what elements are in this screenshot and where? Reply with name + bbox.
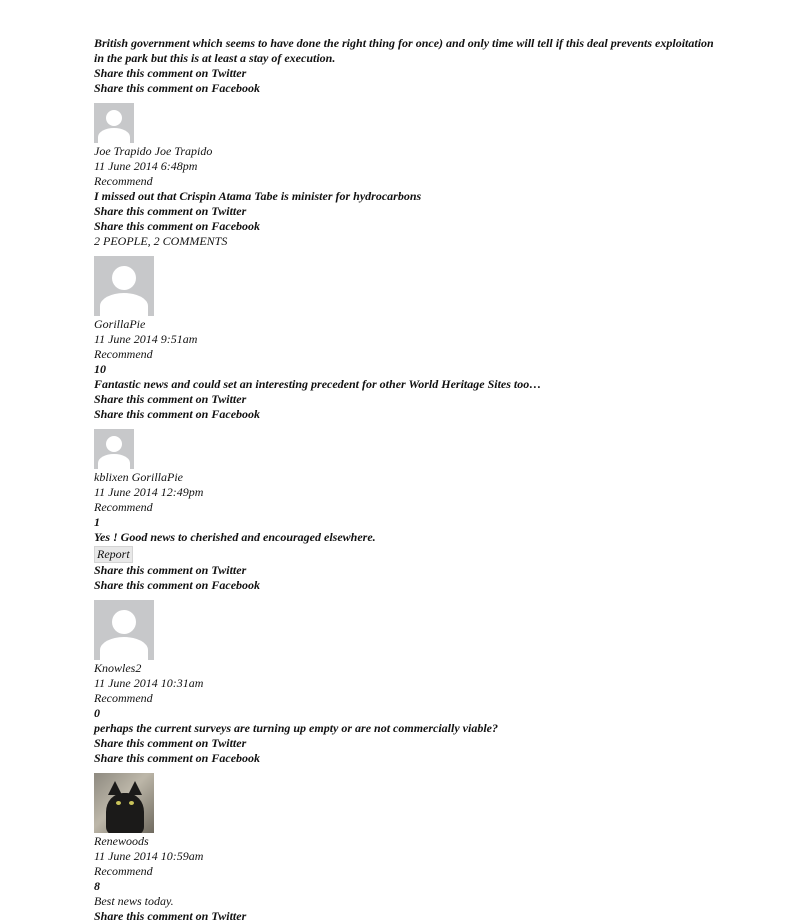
share-facebook-link[interactable]: Share this comment on Facebook: [94, 407, 261, 421]
comment-text: perhaps the current surveys are turning up empty or are not commercially viable?: [94, 721, 498, 735]
comment-text: Best news today.: [94, 894, 174, 908]
share-twitter-link[interactable]: Share this comment on Twitter: [94, 563, 247, 577]
recommend-count: 0: [94, 706, 100, 720]
comment-author[interactable]: kblixen GorillaPie: [94, 470, 183, 484]
recommend-button[interactable]: Recommend: [94, 347, 153, 361]
avatar[interactable]: [94, 429, 134, 469]
avatar[interactable]: [94, 103, 134, 143]
black-cat-photo[interactable]: [94, 773, 154, 833]
comment-author[interactable]: Knowles2: [94, 661, 142, 675]
user-placeholder-body: [100, 293, 148, 316]
share-twitter-link[interactable]: Share this comment on Twitter: [94, 736, 247, 750]
cat-ear: [128, 781, 142, 795]
comment-timestamp[interactable]: 11 June 2014 10:59am: [94, 849, 204, 863]
share-twitter-link[interactable]: Share this comment on Twitter: [94, 909, 247, 923]
comment-timestamp[interactable]: 11 June 2014 6:48pm: [94, 159, 198, 173]
user-placeholder-icon: [106, 436, 122, 452]
comment-text: Yes ! Good news to cherished and encouraged elsewhere.: [94, 530, 376, 544]
avatar[interactable]: [94, 256, 154, 316]
cat-body: [106, 793, 144, 833]
user-placeholder-icon: [112, 266, 136, 290]
recommend-count: 1: [94, 515, 100, 529]
comment-text: I missed out that Crispin Atama Tabe is minister for hydrocarbons: [94, 189, 422, 203]
share-twitter-link[interactable]: Share this comment on Twitter: [94, 204, 247, 218]
user-placeholder-icon: [106, 110, 122, 126]
cat-eye: [116, 801, 121, 805]
comment-timestamp[interactable]: 11 June 2014 12:49pm: [94, 485, 204, 499]
thread-summary[interactable]: 2 PEOPLE, 2 COMMENTS: [94, 234, 228, 248]
cat-ear: [108, 781, 122, 795]
recommend-button[interactable]: Recommend: [94, 500, 153, 514]
recommend-count: 8: [94, 879, 100, 893]
share-facebook-link[interactable]: Share this comment on Facebook: [94, 219, 261, 233]
comment-text: Fantastic news and could set an interesting precedent for other World Heritage Sites too…: [94, 377, 542, 391]
cat-eye: [129, 801, 134, 805]
recommend-button[interactable]: Recommend: [94, 691, 153, 705]
share-facebook-link[interactable]: Share this comment on Facebook: [94, 578, 261, 592]
avatar[interactable]: [94, 600, 154, 660]
comment-timestamp[interactable]: 11 June 2014 9:51am: [94, 332, 198, 346]
comments-page: [94, 36, 714, 924]
share-facebook-link[interactable]: Share this comment on Facebook: [94, 81, 261, 95]
user-placeholder-body: [98, 454, 130, 469]
comment-author[interactable]: Renewoods: [94, 834, 149, 848]
user-placeholder-body: [100, 637, 148, 660]
comment-timestamp[interactable]: 11 June 2014 10:31am: [94, 676, 204, 690]
user-placeholder-body: [98, 128, 130, 143]
share-facebook-link[interactable]: Share this comment on Facebook: [94, 751, 261, 765]
comment-author[interactable]: Joe Trapido Joe Trapido: [94, 144, 213, 158]
recommend-button[interactable]: Recommend: [94, 174, 153, 188]
user-placeholder-icon: [112, 610, 136, 634]
report-button[interactable]: Report: [94, 546, 133, 563]
comment-author[interactable]: GorillaPie: [94, 317, 146, 331]
comment-text-continuation: British government which seems to have done the right thing for once) and only time will tell if this deal prevents exploitation in the park but this is at least a stay of execution.: [94, 36, 714, 65]
recommend-count: 10: [94, 362, 106, 376]
recommend-button[interactable]: Recommend: [94, 864, 153, 878]
share-twitter-link[interactable]: Share this comment on Twitter: [94, 66, 247, 80]
share-twitter-link[interactable]: Share this comment on Twitter: [94, 392, 247, 406]
